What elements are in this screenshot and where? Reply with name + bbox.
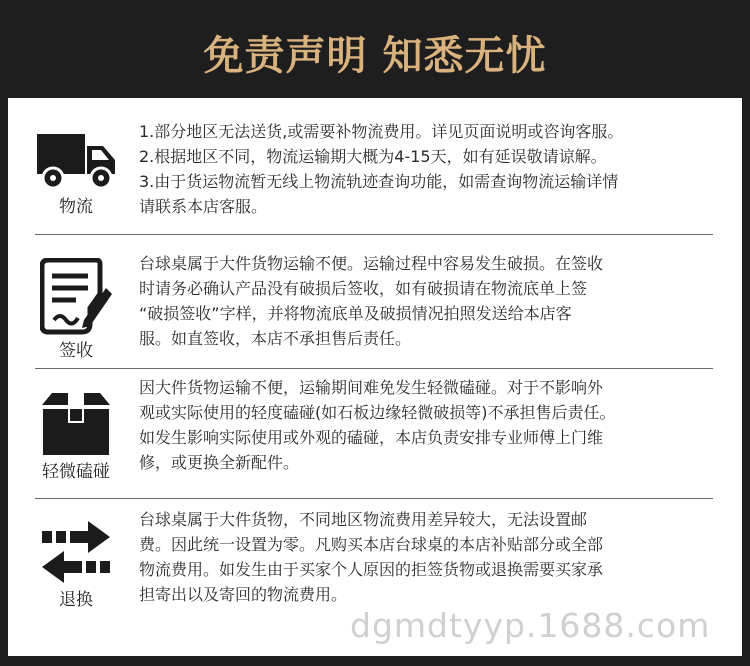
logistics-text xyxy=(139,119,719,219)
text-line: “破损签收”字样，并将物流底单及破损情况拍照发送给本店客 xyxy=(139,304,572,323)
package-box-icon xyxy=(40,391,112,457)
section-minor-bump xyxy=(8,369,742,497)
text-line: 服。如直签收，本店不承担售后责任。 xyxy=(139,329,412,348)
truck-icon xyxy=(35,130,117,192)
section-sign-for xyxy=(8,235,742,367)
sign-label: 签收 xyxy=(59,341,93,361)
sign-document-icon xyxy=(40,258,112,336)
text-line: 时请务必确认产品没有破损后签收，如有破损请在物流底单上签 xyxy=(139,279,588,298)
sign-icon-group xyxy=(30,258,122,362)
text-line: 1.部分地区无法送货,或需要补物流费用。详见页面说明或咨询客服。 xyxy=(139,122,624,141)
text-line: 物流费用。如发生由于买家个人原因的拒签货物或退换需要买家承 xyxy=(139,560,604,579)
text-line: 请联系本店客服。 xyxy=(139,197,268,216)
text-line: 修，或更换全新配件。 xyxy=(139,453,300,472)
exchange-label: 退换 xyxy=(59,590,93,610)
text-line: 台球桌属于大件货物，不同地区物流费用差异较大，无法设置邮 xyxy=(139,510,588,529)
text-line: 观或实际使用的轻度磕碰(如石板边缘轻微破损等)不承担售后责任。 xyxy=(139,403,616,422)
watermark: dgmdtyyp.1688.com xyxy=(350,606,711,645)
text-line: 3.由于货运物流暂无线上物流轨迹查询功能，如需查询物流运输详情 xyxy=(139,172,619,191)
logistics-label: 物流 xyxy=(59,197,93,217)
exchange-text xyxy=(139,507,719,607)
logistics-icon-group xyxy=(30,130,122,218)
section-logistics xyxy=(8,112,742,232)
text-line: 担寄出以及寄回的物流费用。 xyxy=(139,585,348,604)
disclaimer-panel xyxy=(8,98,742,656)
text-line: 费。因此统一设置为零。凡购买本店台球桌的本店补贴部分或全部 xyxy=(139,535,604,554)
text-line: 因大件货物运输不便，运输期间难免发生轻微磕碰。对于不影响外 xyxy=(139,378,604,397)
sign-text xyxy=(139,251,719,351)
bump-text xyxy=(139,375,719,475)
text-line: 台球桌属于大件货物运输不便。运输过程中容易发生破损。在签收 xyxy=(139,254,604,273)
text-line: 2.根据地区不同，物流运输期大概为4-15天，如有延误敬请谅解。 xyxy=(139,147,607,166)
exchange-icon-group xyxy=(30,519,122,611)
text-line: 如发生影响实际使用或外观的磕碰，本店负责安排专业师傅上门维 xyxy=(139,428,604,447)
bump-label: 轻微磕碰 xyxy=(42,462,110,482)
bump-icon-group xyxy=(30,391,122,483)
exchange-arrows-icon xyxy=(38,519,114,585)
page-title: 免责声明 知悉无忧 xyxy=(203,32,547,79)
